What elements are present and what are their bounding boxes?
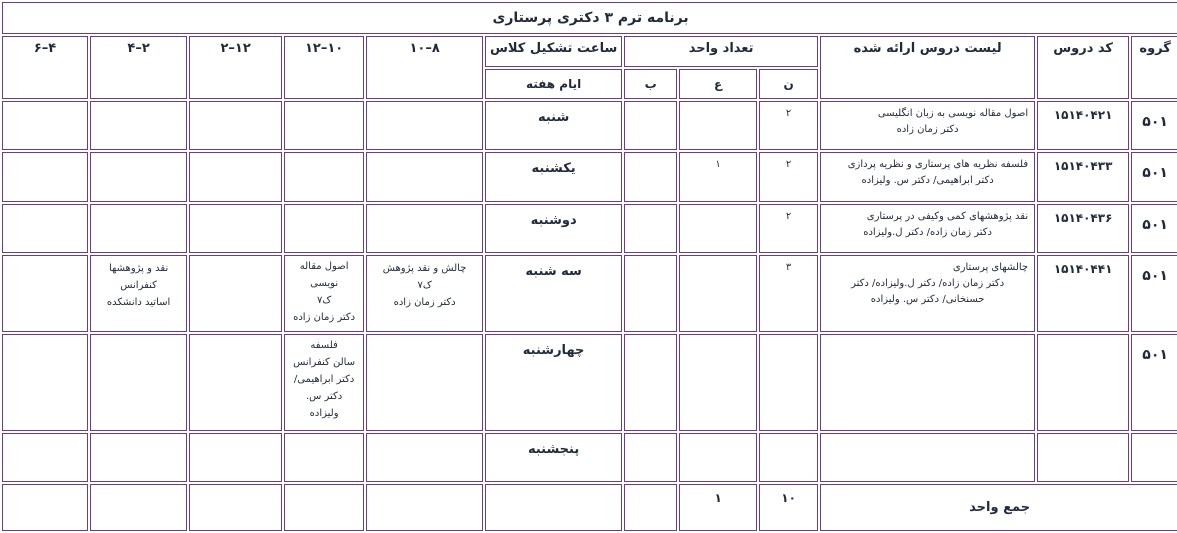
slot-cell: [189, 255, 282, 332]
unit-b-cell: [624, 433, 677, 482]
table-row: [2, 433, 1177, 482]
header-slot-4-6: ۴–۶: [2, 36, 88, 99]
table-row: [2, 334, 1177, 431]
total-empty-cell: [284, 484, 364, 531]
course-cell: [820, 255, 1035, 332]
day-cell: دوشنبه: [485, 204, 622, 253]
slot-cell-10-12: [284, 255, 364, 332]
day-cell: یکشنبه: [485, 152, 622, 201]
course-code-cell: ۱۵۱۴۰۴۳۶: [1037, 204, 1129, 253]
total-empty-cell: [90, 484, 187, 531]
unit-a-cell: [679, 101, 757, 150]
header-class-time: ساعت تشکیل کلاس: [485, 36, 622, 66]
slot-cell: [284, 101, 364, 150]
slot-cell: [366, 152, 483, 201]
course-instructor: دکتر زمان زاده: [896, 123, 959, 135]
unit-a-cell: [679, 334, 757, 431]
unit-n-cell: ۲: [759, 204, 818, 253]
slot-line: نویسی: [310, 278, 339, 290]
unit-n-cell: ۳: [759, 255, 818, 332]
course-title: اصول مقاله نویسی به زبان انگلیسی: [877, 107, 1029, 119]
slot-cell: [2, 255, 88, 332]
table-row: [2, 255, 1177, 332]
group-cell: [1131, 433, 1177, 482]
unit-b-cell: [624, 334, 677, 431]
slot-cell: [2, 204, 88, 253]
day-cell: سه شنبه: [485, 255, 622, 332]
course-cell: [820, 433, 1035, 482]
course-cell: [820, 152, 1035, 201]
page-title: برنامه ترم ۳ دکتری پرستاری: [2, 2, 1177, 34]
slot-cell: [2, 101, 88, 150]
slot-cell: [2, 433, 88, 482]
slot-line: سالن کنفرانس: [293, 357, 356, 369]
slot-cell: [366, 433, 483, 482]
slot-line: اصول مقاله: [299, 261, 349, 273]
total-units-label: جمع واحد: [820, 484, 1177, 531]
header-group: گروه: [1131, 36, 1177, 99]
day-cell: پنجشنبه: [485, 433, 622, 482]
slot-cell-2-4: [90, 255, 187, 332]
group-cell: ۵۰۱: [1131, 152, 1177, 201]
slot-line: فلسفه: [310, 340, 338, 352]
unit-b-cell: [624, 255, 677, 332]
header-slot-12-2: ۱۲–۲: [189, 36, 282, 99]
course-title: چالشهای پرستاری: [952, 262, 1029, 274]
course-cell: [820, 204, 1035, 253]
header-course-code: کد دروس: [1037, 36, 1129, 99]
slot-line: اساتید دانشکده: [106, 297, 171, 309]
course-instructor: دکتر زمان زاده/ دکتر ل.ولیزاده/ دکتر: [851, 278, 1005, 290]
table-row: [2, 101, 1177, 150]
slot-cell: [189, 101, 282, 150]
unit-n-cell: [759, 433, 818, 482]
slot-line: دکتر س.: [305, 391, 343, 403]
slot-cell-10-12: [284, 334, 364, 431]
course-instructor: دکتر زمان زاده/ دکتر ل.ولیزاده: [863, 226, 992, 238]
slot-line: کنفرانس: [120, 280, 157, 292]
total-empty-cell: [366, 484, 483, 531]
slot-cell: [284, 433, 364, 482]
slot-cell: [284, 152, 364, 201]
slot-cell: [90, 334, 187, 431]
slot-cell: [90, 152, 187, 201]
course-instructor-cont: حسنخانی/ دکتر س. ولیزاده: [870, 294, 985, 306]
slot-line: دکتر زمان زاده: [293, 312, 356, 324]
group-cell: ۵۰۱: [1131, 101, 1177, 150]
slot-cell-8-10: [366, 255, 483, 332]
table-row: [2, 152, 1177, 201]
course-code-cell: ۱۵۱۴۰۴۴۱: [1037, 255, 1129, 332]
slot-line: دکتر زمان زاده: [393, 297, 456, 309]
slot-cell: [2, 152, 88, 201]
course-cell: [820, 334, 1035, 431]
unit-n-cell: [759, 334, 818, 431]
unit-b-cell: [624, 152, 677, 201]
total-empty-cell: [2, 484, 88, 531]
header-unit-a: ع: [679, 69, 757, 99]
header-slot-10-12: ۱۰–۱۲: [284, 36, 364, 99]
course-code-cell: [1037, 433, 1129, 482]
unit-a-cell: ۱: [679, 152, 757, 201]
total-unit-b: [624, 484, 677, 531]
slot-cell: [189, 204, 282, 253]
slot-cell: [366, 101, 483, 150]
total-empty-cell: [189, 484, 282, 531]
unit-n-cell: ۲: [759, 101, 818, 150]
slot-cell: [189, 334, 282, 431]
slot-cell: [189, 433, 282, 482]
course-title: نقد پژوهشهای کمی وکیفی در پرستاری: [866, 210, 1029, 222]
header-weekdays: ایام هفته: [485, 69, 622, 99]
header-units: تعداد واحد: [624, 36, 818, 66]
slot-cell: [2, 334, 88, 431]
header-unit-n: ن: [759, 69, 818, 99]
course-cell: [820, 101, 1035, 150]
unit-a-cell: [679, 204, 757, 253]
header-slot-2-4: ۲–۴: [90, 36, 187, 99]
slot-line: دکتر ابراهیمی/: [293, 374, 355, 386]
slot-line: ولیزاده: [309, 408, 339, 420]
unit-a-cell: [679, 255, 757, 332]
course-code-cell: [1037, 334, 1129, 431]
unit-b-cell: [624, 101, 677, 150]
course-title: فلسفه نظریه های پرستاری و نظریه پردازی: [847, 159, 1029, 171]
slot-cell: [90, 204, 187, 253]
slot-cell: [284, 204, 364, 253]
group-cell: ۵۰۱: [1131, 255, 1177, 332]
unit-b-cell: [624, 204, 677, 253]
table-row: [2, 204, 1177, 253]
course-code-cell: ۱۵۱۴۰۴۳۳: [1037, 152, 1129, 201]
group-cell: ۵۰۱: [1131, 204, 1177, 253]
slot-cell: [366, 334, 483, 431]
course-instructor: دکتر ابراهیمی/ دکتر س. ولیزاده: [861, 175, 994, 187]
slot-cell: [90, 101, 187, 150]
header-slot-8-10: ۸–۱۰: [366, 36, 483, 99]
slot-cell: [366, 204, 483, 253]
header-unit-b: ب: [624, 69, 677, 99]
total-row: [2, 484, 1177, 531]
total-unit-n: ۱۰: [759, 484, 818, 531]
slot-line: ک۷: [417, 280, 432, 292]
header-course-list: لیست دروس ارائه شده: [820, 36, 1035, 99]
unit-n-cell: ۲: [759, 152, 818, 201]
slot-cell: [189, 152, 282, 201]
slot-line: ک۷: [316, 295, 332, 307]
unit-a-cell: [679, 433, 757, 482]
group-cell: ۵۰۱: [1131, 334, 1177, 431]
total-unit-a: ۱: [679, 484, 757, 531]
total-empty-cell: [485, 484, 622, 531]
slot-line: نقد و پژوهشها: [108, 263, 169, 275]
slot-line: چالش و نقد پژوهش: [382, 263, 467, 275]
day-cell: شنبه: [485, 101, 622, 150]
slot-cell: [90, 433, 187, 482]
course-code-cell: ۱۵۱۴۰۴۲۱: [1037, 101, 1129, 150]
day-cell: چهارشنبه: [485, 334, 622, 431]
